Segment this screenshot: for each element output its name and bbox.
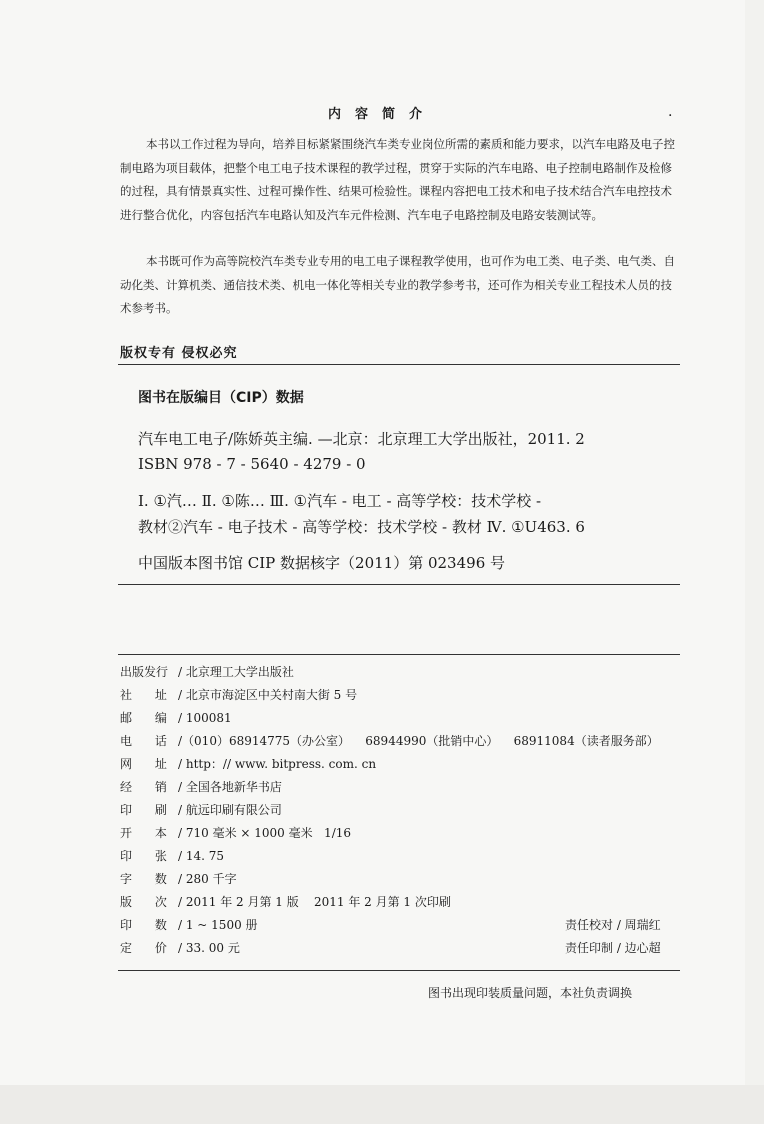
pub-key: 定 价	[120, 941, 167, 955]
divider	[118, 364, 680, 365]
pub-value: / 北京市海淀区中关村南大街 5 号	[178, 688, 358, 702]
divider	[118, 654, 680, 655]
pub-row-phone	[120, 732, 659, 749]
pub-row-sheets	[120, 847, 224, 864]
pub-key: 经 销	[120, 780, 167, 794]
pub-row-website	[120, 755, 376, 772]
cip-line-3: Ⅰ. ①汽… Ⅱ. ①陈… Ⅲ. ①汽车 - 电工 - 高等学校：技术学校 -	[138, 492, 542, 510]
pub-key: 印 张	[120, 849, 167, 863]
pub-key: 网 址	[120, 757, 167, 771]
pub-row-distribution	[120, 778, 282, 795]
pub-row-address	[120, 686, 357, 703]
cip-line-1: 汽车电工电子/陈娇英主编. —北京：北京理工大学出版社，2011. 2	[138, 430, 585, 448]
quality-notice: 图书出现印装质量问题，本社负责调换	[428, 986, 633, 1000]
pub-row-postcode	[120, 709, 232, 726]
cip-line-5: 中国版本图书馆 CIP 数据核字（2011）第 023496 号	[138, 554, 506, 572]
pub-key: 开 本	[120, 826, 167, 840]
pub-row-publisher	[120, 663, 294, 680]
intro-paragraph-1: 本书以工作过程为导向，培养目标紧紧围绕汽车类专业岗位所需的素质和能力要求，以汽车电路及电子控制电路为项目载体，把整个电工电子技术课程的教学过程，贯穿于实际的汽车电路、电子控制电路制作及检修的过程，具有情景真实性、过程可操作性、结果可检验性。课程内容把电工技术和电子技术结合汽车电控技术进行整合优化，内容包括汽车电路认知及汽车元件检测、汽车电子电路控制及电路安装测试等。	[120, 137, 675, 222]
pub-value: / 航远印刷有限公司	[178, 803, 282, 817]
intro-paragraph-2: 本书既可作为高等院校汽车类专业专用的电工电子课程教学使用，也可作为电工类、电子类、电气类、自动化类、计算机类、通信技术类、机电一体化等相关专业的教学参考书，还可作为相关专业工程技术人员的技术参考书。	[120, 254, 675, 315]
printing-supervisor: 责任印制 / 边心超	[565, 941, 661, 955]
pub-row-printer	[120, 801, 282, 818]
pub-value: / 14. 75	[178, 849, 225, 863]
pub-key: 出版发行	[120, 665, 169, 679]
copyright-notice: 版权专有 侵权必究	[120, 346, 238, 361]
pub-value: / 北京理工大学出版社	[178, 665, 294, 679]
scan-edge	[745, 0, 764, 1085]
pub-value: / 710 毫米 × 1000 毫米 1/16	[178, 826, 352, 840]
pub-row-price	[120, 939, 240, 956]
pub-value: / 全国各地新华书店	[178, 780, 282, 794]
pub-key: 社 址	[120, 688, 167, 702]
pub-row-format	[120, 824, 351, 841]
pub-key: 字 数	[120, 872, 167, 886]
pub-key: 邮 编	[120, 711, 167, 725]
pub-value: / 280 千字	[178, 872, 237, 886]
pub-row-wordcount	[120, 870, 237, 887]
pub-value: / 1 ~ 1500 册	[178, 918, 258, 932]
pub-key: 电 话	[120, 734, 167, 748]
scan-bottom-edge	[0, 1085, 764, 1124]
pub-key: 版 次	[120, 895, 167, 909]
cip-line-2: ISBN 978 - 7 - 5640 - 4279 - 0	[138, 455, 366, 473]
pub-value: / 33. 00 元	[178, 941, 240, 955]
pub-key: 印 刷	[120, 803, 167, 817]
intro-title: 内容简介	[327, 107, 436, 122]
pub-value: / 2011 年 2 月第 1 版 2011 年 2 月第 1 次印刷	[178, 895, 451, 909]
stray-dot: .	[668, 104, 673, 120]
divider	[118, 970, 680, 971]
pub-value: /（010）68914775（办公室） 68944990（批销中心） 68911084（读者服务部）	[178, 734, 659, 748]
pub-row-edition	[120, 893, 451, 910]
pub-value: / http：// www. bitpress. com. cn	[178, 757, 377, 771]
cip-title: 图书在版编目（CIP）数据	[138, 390, 304, 406]
pub-row-printrun	[120, 916, 258, 933]
divider	[118, 584, 680, 585]
cip-line-4: 教材②汽车 - 电子技术 - 高等学校：技术学校 - 教材 Ⅳ. ①U463. 6	[138, 518, 585, 536]
pub-key: 印 数	[120, 918, 167, 932]
proofreader: 责任校对 / 周瑞红	[565, 918, 661, 932]
pub-value: / 100081	[178, 711, 232, 725]
